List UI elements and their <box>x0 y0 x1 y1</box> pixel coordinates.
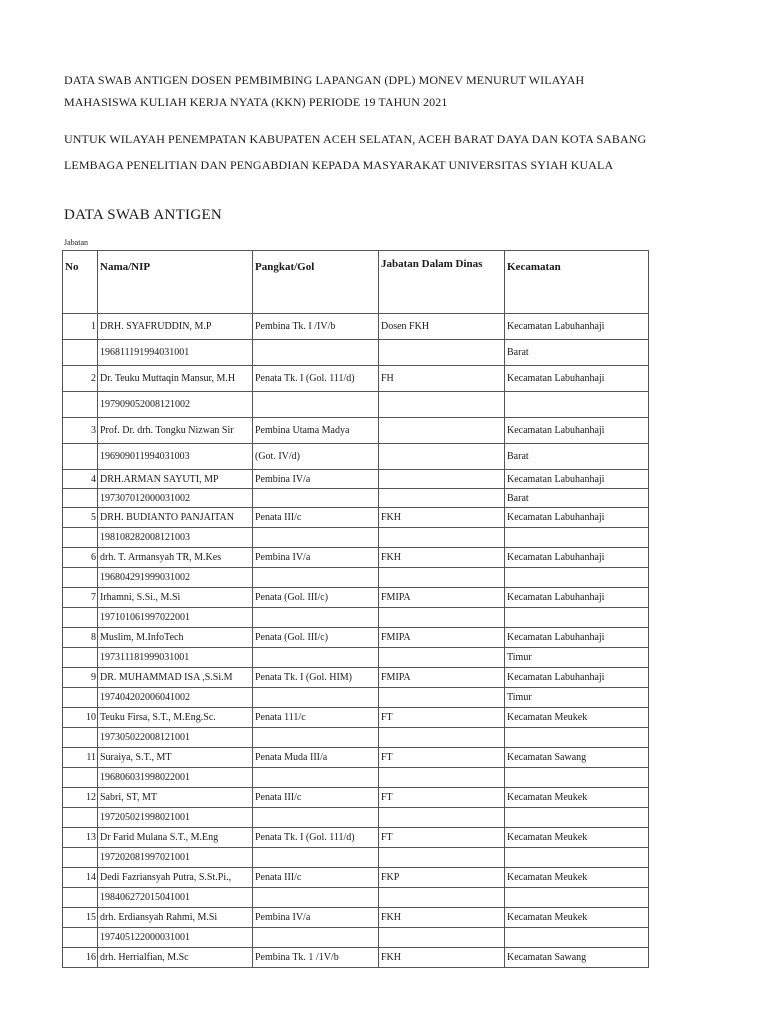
row-name: drh. Erdiansyah Rahmi, M.Si <box>98 908 253 928</box>
row-kecamatan: Kecamatan Labuhanhaji <box>505 314 649 340</box>
row-nip: 197307012000031002 <box>98 489 253 508</box>
row-pangkat-cont <box>253 928 379 948</box>
row-pangkat-cont <box>253 848 379 868</box>
row-kecamatan-cont <box>505 528 649 548</box>
row-number-blank <box>63 888 98 908</box>
table-row-sub <box>63 568 649 588</box>
row-name: Dr Farid Mulana S.T., M.Eng <box>98 828 253 848</box>
row-jabatan-blank <box>379 848 505 868</box>
table-row-sub <box>63 808 649 828</box>
row-pangkat: Penata III/c <box>253 868 379 888</box>
row-nip: 196806031998022001 <box>98 768 253 788</box>
row-number-blank <box>63 928 98 948</box>
row-kecamatan-cont: Timur <box>505 688 649 708</box>
row-jabatan: FMIPA <box>379 668 505 688</box>
swab-table <box>62 250 649 968</box>
row-jabatan: FMIPA <box>379 588 505 608</box>
row-name: Dedi Fazriansyah Putra, S.St.Pi., <box>98 868 253 888</box>
table-row-sub <box>63 528 649 548</box>
row-number-blank <box>63 392 98 418</box>
row-jabatan-blank <box>379 688 505 708</box>
row-name: DRH.ARMAN SAYUTI, MP <box>98 470 253 489</box>
row-name: Dr. Teuku Muttaqin Mansur, M.H <box>98 366 253 392</box>
row-pangkat: Pembina IV/a <box>253 470 379 489</box>
row-number: 6 <box>63 548 98 568</box>
header-kecamatan: Kecamatan <box>505 251 649 314</box>
row-kecamatan-cont <box>505 808 649 828</box>
row-number: 7 <box>63 588 98 608</box>
row-nip: 197311181999031001 <box>98 648 253 668</box>
row-jabatan: FKH <box>379 948 505 968</box>
row-jabatan-blank <box>379 340 505 366</box>
row-number-blank <box>63 808 98 828</box>
row-nip: 197405122000031001 <box>98 928 253 948</box>
row-kecamatan-cont <box>505 888 649 908</box>
table-row-sub <box>63 392 649 418</box>
row-pangkat-cont <box>253 489 379 508</box>
row-pangkat: Penata (Gol. III/c) <box>253 628 379 648</box>
row-number-blank <box>63 528 98 548</box>
row-nip: 197909052008121002 <box>98 392 253 418</box>
row-kecamatan: Kecamatan Labuhanhaji <box>505 668 649 688</box>
row-number: 9 <box>63 668 98 688</box>
row-kecamatan-cont: Timur <box>505 648 649 668</box>
row-number-blank <box>63 568 98 588</box>
table-row-sub <box>63 768 649 788</box>
row-kecamatan: Kecamatan Meukek <box>505 828 649 848</box>
row-jabatan-blank <box>379 768 505 788</box>
row-pangkat-cont <box>253 808 379 828</box>
table-row <box>63 366 649 392</box>
row-pangkat: Penata Tk. I (Gol. HIM) <box>253 668 379 688</box>
row-kecamatan: Kecamatan Meukek <box>505 788 649 808</box>
row-number: 5 <box>63 508 98 528</box>
table-row <box>63 708 649 728</box>
table-row-sub <box>63 848 649 868</box>
table-row <box>63 628 649 648</box>
row-pangkat: Pembina Tk. I /IV/b <box>253 314 379 340</box>
table-row-sub <box>63 928 649 948</box>
row-name: DRH. BUDIANTO PANJAITAN <box>98 508 253 528</box>
row-number-blank <box>63 688 98 708</box>
row-number-blank <box>63 728 98 748</box>
row-pangkat: Pembina Utama Madya <box>253 418 379 444</box>
row-pangkat: Penata Muda III/a <box>253 748 379 768</box>
row-jabatan: Dosen FKH <box>379 314 505 340</box>
table-row <box>63 868 649 888</box>
row-jabatan-blank <box>379 444 505 470</box>
row-number: 14 <box>63 868 98 888</box>
row-pangkat: Penata III/c <box>253 508 379 528</box>
row-pangkat-cont <box>253 528 379 548</box>
table-row-sub <box>63 444 649 470</box>
row-nip: 198406272015041001 <box>98 888 253 908</box>
row-kecamatan-cont <box>505 392 649 418</box>
row-number: 15 <box>63 908 98 928</box>
row-name: drh. T. Armansyah TR, M.Kes <box>98 548 253 568</box>
table-row <box>63 788 649 808</box>
row-kecamatan-cont: Barat <box>505 489 649 508</box>
doc-title-line-2: MAHASISWA KULIAH KERJA NYATA (KKN) PERIODE 19 TAHUN 2021 <box>64 95 448 109</box>
row-nip: 198108282008121003 <box>98 528 253 548</box>
table-body <box>63 314 649 968</box>
doc-subtitle-line-2: LEMBAGA PENELITIAN DAN PENGABDIAN KEPADA MASYARAKAT UNIVERSITAS SYIAH KUALA <box>64 158 614 172</box>
row-kecamatan-cont <box>505 768 649 788</box>
row-name: Suraiya, S.T., MT <box>98 748 253 768</box>
row-jabatan-blank <box>379 808 505 828</box>
row-number: 11 <box>63 748 98 768</box>
row-pangkat-cont: (Got. IV/d) <box>253 444 379 470</box>
row-nip: 197205021998021001 <box>98 808 253 828</box>
row-jabatan <box>379 418 505 444</box>
row-number-blank <box>63 444 98 470</box>
row-jabatan: FT <box>379 828 505 848</box>
row-jabatan-blank <box>379 608 505 628</box>
row-kecamatan: Kecamatan Labuhanhaji <box>505 628 649 648</box>
table-row-sub <box>63 888 649 908</box>
row-kecamatan: Kecamatan Labuhanhaji <box>505 508 649 528</box>
table-row <box>63 948 649 968</box>
row-kecamatan-cont <box>505 568 649 588</box>
row-pangkat: Penata Tk. I (Gol. 111/d) <box>253 828 379 848</box>
row-number: 2 <box>63 366 98 392</box>
row-number: 3 <box>63 418 98 444</box>
row-pangkat: Penata (Gol. III/c) <box>253 588 379 608</box>
doc-subtitle-line-1: UNTUK WILAYAH PENEMPATAN KABUPATEN ACEH SELATAN, ACEH BARAT DAYA DAN KOTA SABANG <box>64 132 647 146</box>
row-nip: 196811191994031001 <box>98 340 253 366</box>
table-row <box>63 548 649 568</box>
table-row-sub <box>63 608 649 628</box>
table-row <box>63 908 649 928</box>
row-name: Sabri, ST, MT <box>98 788 253 808</box>
row-jabatan <box>379 470 505 489</box>
row-jabatan: FT <box>379 748 505 768</box>
row-jabatan-blank <box>379 928 505 948</box>
row-name: DR. MUHAMMAD ISA ,S.Si.M <box>98 668 253 688</box>
row-pangkat-cont <box>253 568 379 588</box>
row-number-blank <box>63 608 98 628</box>
row-nip: 197404202006041002 <box>98 688 253 708</box>
row-jabatan-blank <box>379 568 505 588</box>
header-pangkat: Pangkat/Gol <box>253 251 379 314</box>
header-nama: Nama/NIP <box>98 251 253 314</box>
row-kecamatan: Kecamatan Meukek <box>505 908 649 928</box>
table-row <box>63 668 649 688</box>
table-row <box>63 748 649 768</box>
row-jabatan: FMIPA <box>379 628 505 648</box>
small-label: Jabatan <box>64 238 88 247</box>
row-number-blank <box>63 648 98 668</box>
row-number-blank <box>63 848 98 868</box>
row-pangkat: Penata III/c <box>253 788 379 808</box>
row-pangkat-cont <box>253 768 379 788</box>
row-pangkat-cont <box>253 648 379 668</box>
table-row <box>63 828 649 848</box>
row-number-blank <box>63 768 98 788</box>
header-no: No <box>63 251 98 314</box>
table-row-sub <box>63 489 649 508</box>
row-kecamatan: Kecamatan Labuhanhaji <box>505 366 649 392</box>
row-nip: 197101061997022001 <box>98 608 253 628</box>
row-jabatan: FKP <box>379 868 505 888</box>
row-pangkat-cont <box>253 392 379 418</box>
row-kecamatan-cont: Barat <box>505 340 649 366</box>
row-name: DRH. SYAFRUDDIN, M.P <box>98 314 253 340</box>
header-jabatan: Jabatan Dalam Dinas <box>379 251 505 314</box>
row-pangkat-cont <box>253 608 379 628</box>
row-number: 10 <box>63 708 98 728</box>
row-jabatan-blank <box>379 392 505 418</box>
row-number: 12 <box>63 788 98 808</box>
row-number-blank <box>63 489 98 508</box>
row-pangkat: Pembina IV/a <box>253 908 379 928</box>
row-kecamatan: Kecamatan Sawang <box>505 748 649 768</box>
row-jabatan: FT <box>379 708 505 728</box>
row-jabatan: FT <box>379 788 505 808</box>
row-kecamatan-cont <box>505 728 649 748</box>
table-row-sub <box>63 340 649 366</box>
row-kecamatan: Kecamatan Labuhanhaji <box>505 418 649 444</box>
row-nip: 196804291999031002 <box>98 568 253 588</box>
row-pangkat: Penata Tk. I (Gol. 111/d) <box>253 366 379 392</box>
row-jabatan: FKH <box>379 548 505 568</box>
table-row <box>63 470 649 489</box>
table-row-sub <box>63 688 649 708</box>
row-jabatan-blank <box>379 489 505 508</box>
row-kecamatan: Kecamatan Sawang <box>505 948 649 968</box>
row-kecamatan-cont <box>505 608 649 628</box>
row-name: Prof. Dr. drh. Tongku Nizwan Sir <box>98 418 253 444</box>
row-name: Teuku Firsa, S.T., M.Eng.Sc. <box>98 708 253 728</box>
row-pangkat: Penata 111/c <box>253 708 379 728</box>
row-kecamatan-cont <box>505 848 649 868</box>
table-row <box>63 418 649 444</box>
row-number: 16 <box>63 948 98 968</box>
row-kecamatan: Kecamatan Meukek <box>505 868 649 888</box>
row-jabatan: FKH <box>379 908 505 928</box>
row-jabatan: FH <box>379 366 505 392</box>
row-name: Muslim, M.InfoTech <box>98 628 253 648</box>
row-pangkat-cont <box>253 340 379 366</box>
row-jabatan-blank <box>379 728 505 748</box>
row-name: drh. Herrialfian, M.Sc <box>98 948 253 968</box>
table-row-sub <box>63 648 649 668</box>
row-number: 4 <box>63 470 98 489</box>
row-kecamatan: Kecamatan Labuhanhaji <box>505 548 649 568</box>
row-pangkat-cont <box>253 688 379 708</box>
doc-title-line-1: DATA SWAB ANTIGEN DOSEN PEMBIMBING LAPANGAN (DPL) MONEV MENURUT WILAYAH <box>64 73 585 87</box>
row-nip: 196909011994031003 <box>98 444 253 470</box>
table-row <box>63 588 649 608</box>
row-number: 13 <box>63 828 98 848</box>
row-pangkat-cont <box>253 888 379 908</box>
table-row-sub <box>63 728 649 748</box>
section-title: DATA SWAB ANTIGEN <box>64 207 223 223</box>
row-jabatan-blank <box>379 888 505 908</box>
row-jabatan-blank <box>379 528 505 548</box>
table-row <box>63 314 649 340</box>
row-nip: 197305022008121001 <box>98 728 253 748</box>
row-kecamatan: Kecamatan Labuhanhaji <box>505 470 649 489</box>
row-number: 8 <box>63 628 98 648</box>
row-pangkat: Pembina Tk. 1 /1V/b <box>253 948 379 968</box>
row-kecamatan: Kecamatan Labuhanhaji <box>505 588 649 608</box>
table-header-row <box>63 251 649 314</box>
row-jabatan-blank <box>379 648 505 668</box>
row-number-blank <box>63 340 98 366</box>
row-pangkat-cont <box>253 728 379 748</box>
row-kecamatan-cont: Barat <box>505 444 649 470</box>
row-name: Irhamni, S.Si., M.Si <box>98 588 253 608</box>
row-number: 1 <box>63 314 98 340</box>
row-kecamatan: Kecamatan Meukek <box>505 708 649 728</box>
table-row <box>63 508 649 528</box>
row-jabatan: FKH <box>379 508 505 528</box>
row-pangkat: Pembina IV/a <box>253 548 379 568</box>
row-kecamatan-cont <box>505 928 649 948</box>
row-nip: 197202081997021001 <box>98 848 253 868</box>
